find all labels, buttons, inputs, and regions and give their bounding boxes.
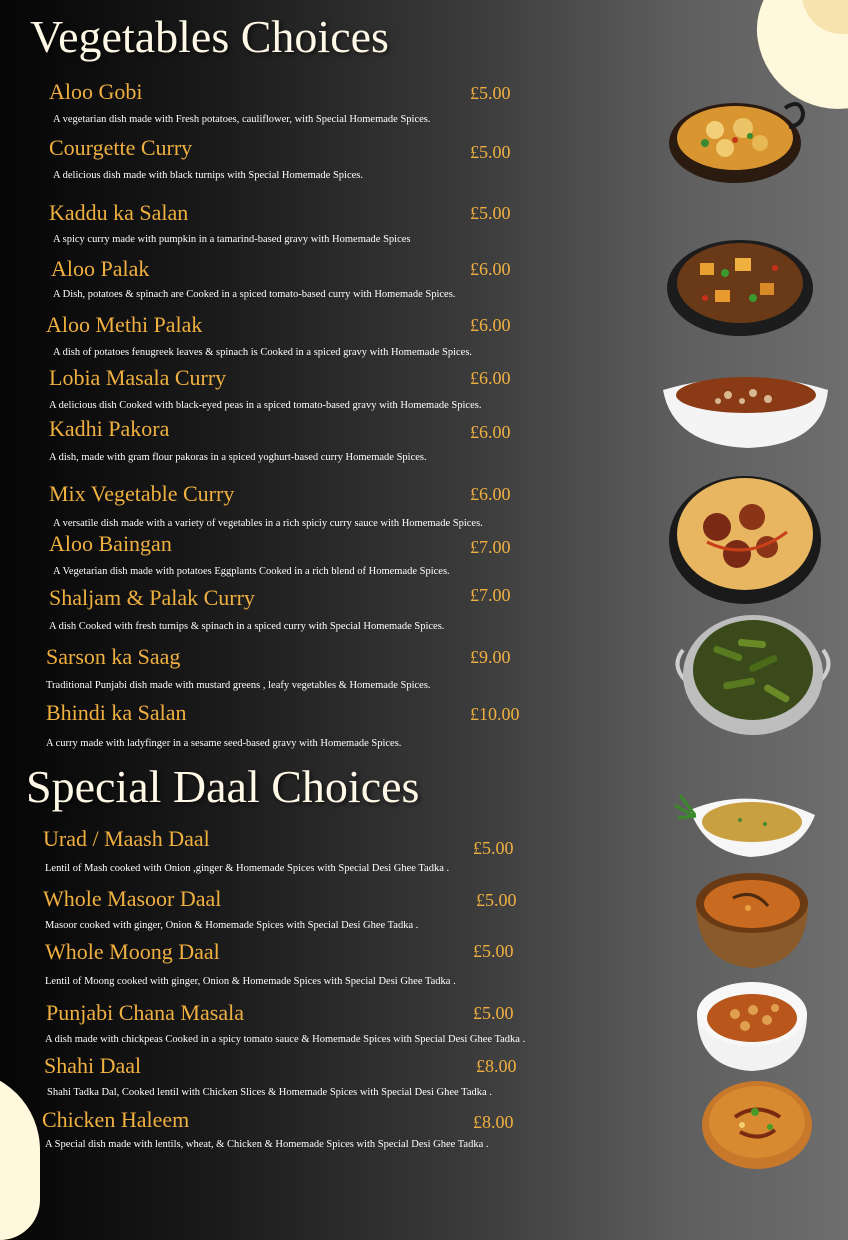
menu-item-price: £7.00 xyxy=(470,585,511,605)
menu-item-description: A spicy curry made with pumpkin in a tamarind-based gravy with Homemade Spices xyxy=(53,234,411,245)
chana-masala-dish-image xyxy=(695,978,810,1073)
menu-item-name: Shahi Daal xyxy=(44,1053,142,1078)
menu-item-price: £8.00 xyxy=(473,1112,514,1132)
menu-item-name: Whole Moong Daal xyxy=(45,939,220,964)
menu-item-price: £5.00 xyxy=(473,941,514,961)
urad-daal-dish-image xyxy=(670,790,820,860)
menu-item-price: £8.00 xyxy=(476,1056,517,1076)
menu-item-price: £6.00 xyxy=(470,484,511,504)
menu-item-name: Bhindi ka Salan xyxy=(46,700,187,725)
menu-item-description: A dish Cooked with fresh turnips & spinach in a spiced curry with Special Homemade Spices. xyxy=(49,621,445,632)
menu-item-description: A delicious dish made with black turnips with Special Homemade Spices. xyxy=(53,170,363,181)
menu-item-description: A Special dish made with lentils, wheat, & Chicken & Homemade Spices with Special Desi Ghee Tadka . xyxy=(45,1139,489,1150)
masoor-daal-dish-image xyxy=(693,868,811,970)
menu-item-name: Shaljam & Palak Curry xyxy=(49,585,255,610)
menu-item-price: £5.00 xyxy=(473,838,514,858)
menu-item-price: £6.00 xyxy=(470,259,511,279)
menu-item-price: £9.00 xyxy=(470,647,511,667)
menu-item-description: A dish of potatoes fenugreek leaves & spinach is Cooked in a spiced gravy with Homemade Spices. xyxy=(53,347,473,358)
menu-item-name: Courgette Curry xyxy=(49,135,193,160)
menu-item-name: Mix Vegetable Curry xyxy=(49,481,235,506)
menu-item-name: Urad / Maash Daal xyxy=(43,826,210,851)
vegetables-section-title: Vegetables Choices xyxy=(30,11,389,62)
menu-item-price: £10.00 xyxy=(470,704,520,724)
menu-item-description: Lentil of Moong cooked with ginger, Onion & Homemade Spices with Special Desi Ghee Tadka . xyxy=(45,976,456,987)
aloo-palak-dish-image xyxy=(665,228,815,338)
menu-item-description: A Vegetarian dish made with potatoes Eggplants Cooked in a rich blend of Homemade Spices. xyxy=(53,566,450,577)
menu-item-price: £5.00 xyxy=(476,890,517,910)
menu-item-name: Kaddu ka Salan xyxy=(49,200,189,225)
menu-item-name: Aloo Gobi xyxy=(49,79,143,104)
aloo-gobi-dish-image xyxy=(665,88,810,188)
menu-item-name: Chicken Haleem xyxy=(42,1107,190,1132)
menu-item-name: Aloo Methi Palak xyxy=(46,312,203,337)
menu-item-name: Punjabi Chana Masala xyxy=(46,1000,244,1025)
daal-section-title: Special Daal Choices xyxy=(26,761,420,812)
menu-item-description: A dish, made with gram flour pakoras in a spiced yoghurt-based curry Homemade Spices. xyxy=(49,452,427,463)
menu-item-price: £6.00 xyxy=(470,368,511,388)
bhindi-dish-image xyxy=(668,610,838,738)
menu-item-description: A vegetarian dish made with Fresh potatoes, cauliflower, with Special Homemade Spices. xyxy=(53,114,431,125)
kadhi-pakora-dish-image xyxy=(667,472,827,607)
menu-item-description: A Dish, potatoes & spinach are Cooked in a spiced tomato-based curry with Homemade Spices. xyxy=(53,289,456,300)
menu-item-name: Whole Masoor Daal xyxy=(43,886,222,911)
menu-item-description: A versatile dish made with a variety of vegetables in a rich spiciy curry sauce with Homemade Spices. xyxy=(53,518,483,529)
menu-item-name: Aloo Baingan xyxy=(49,531,172,556)
menu-item-price: £7.00 xyxy=(470,537,511,557)
menu-item-name: Aloo Palak xyxy=(51,256,150,281)
menu-item-price: £5.00 xyxy=(473,1003,514,1023)
lobia-curry-dish-image xyxy=(658,365,833,450)
menu-item-description: Traditional Punjabi dish made with mustard greens , leafy vegetables & Homemade Spices. xyxy=(46,680,431,691)
menu-item-price: £6.00 xyxy=(470,422,511,442)
menu-item-price: £6.00 xyxy=(470,315,511,335)
menu-item-description: A curry made with ladyfinger in a sesame seed-based gravy with Homemade Spices. xyxy=(46,738,402,749)
menu-item-name: Kadhi Pakora xyxy=(49,416,170,441)
menu-item-description: A delicious dish Cooked with black-eyed peas in a spiced tomato-based gravy with Homemade Spices. xyxy=(49,400,482,411)
haleem-dish-image xyxy=(700,1077,815,1172)
menu-item-description: Masoor cooked with ginger, Onion & Homemade Spices with Special Desi Ghee Tadka . xyxy=(45,920,419,931)
menu-item-name: Sarson ka Saag xyxy=(46,644,181,669)
menu-item-name: Lobia Masala Curry xyxy=(49,365,227,390)
menu-item-price: £5.00 xyxy=(470,142,511,162)
menu-item-description: A dish made with chickpeas Cooked in a spicy tomato sauce & Homemade Spices with Special Desi Ghee Tadka . xyxy=(45,1034,526,1045)
menu-item-description: Shahi Tadka Dal, Cooked lentil with Chicken Slices & Homemade Spices with Special Desi Ghee Tadka . xyxy=(47,1087,492,1098)
menu-item-price: £5.00 xyxy=(470,83,511,103)
corner-decoration-bottom xyxy=(0,1070,40,1240)
menu-item-price: £5.00 xyxy=(470,203,511,223)
menu-item-description: Lentil of Mash cooked with Onion ,ginger & Homemade Spices with Special Desi Ghee Tadka . xyxy=(45,863,450,874)
